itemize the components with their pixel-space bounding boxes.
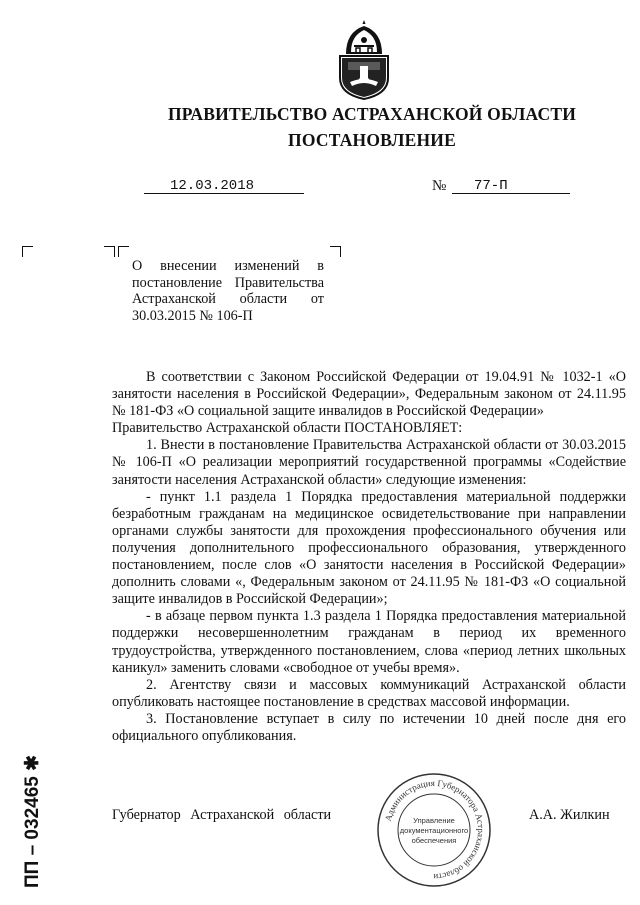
body-paragraph: 1. Внести в постановление Правительства Астраханской области от 30.03.2015 № 106-П «О реализации мероприятий государственной программы «Содействие занятости населения Астраханской области» следующие изменения: [112,437,626,488]
stamp-center-line: обеспечения [411,836,457,845]
stamp-center-line: Управление [413,816,455,825]
body-paragraph: - в абзаце первом пункта 1.3 раздела 1 Порядка предоставления материальной поддержки несовершеннолетним гражданам в период их временного трудоустройства, утвержденного постановлением, слова «период летних школьных каникул» заменить словами «свободное от учебы время». [112,608,626,676]
serial-number-text: ПП – 032465 ✱ [22,754,43,888]
body-paragraph: 3. Постановление вступает в силу по истечении 10 дней после дня его официального опубликования. [112,710,626,744]
organization-title: ПРАВИТЕЛЬСТВО АСТРАХАНСКОЙ ОБЛАСТИ [167,104,577,124]
document-type-title: ПОСТАНОВЛЕНИЕ [288,130,456,150]
stamp-center-line: документационного [399,826,469,835]
corner-mark-subject-left [104,246,115,257]
number-label: № [432,178,447,194]
document-body [112,369,626,745]
document-subject: О внесении изменений в постановление Правительства Астраханской области от 30.03.2015 № 106-П [132,258,324,324]
official-seal-stamp [375,771,493,889]
document-date: 12.03.2018 [144,178,304,194]
corner-mark-subject-right [330,246,341,257]
signatory-position: Губернатор Астраханской области [112,807,332,823]
corner-mark-top-left [22,246,33,257]
body-paragraph: 2. Агентству связи и массовых коммуникаций Астраханской области опубликовать настоящее постановление в средствах массовой информации. [112,676,626,710]
body-paragraph: В соответствии с Законом Российской Федерации от 19.04.91 № 1032-1 «О занятости населения в Российской Федерации», Федеральным законом от 24.11.95 № 181-ФЗ «О социальной защите инвалидов в Российской Федерации» [112,369,626,420]
stamp-ring-text: Администрация Губернатора Астраханской области [382,777,487,883]
coat-of-arms-emblem [334,18,394,100]
document-number: 77-П [452,178,570,194]
signatory-name: А.А. Жилкин [529,807,610,823]
corner-mark-subject-inner [118,246,129,257]
body-paragraph: Правительство Астраханской области ПОСТАНОВЛЯЕТ: [112,420,463,437]
body-paragraph: - пункт 1.1 раздела 1 Порядка предоставления материальной поддержки безработным гражданам на медицинское освидетельствование при направлении органами службы занятости для прохождения профессионального обучения или получения дополнительного профессионального образования, утвержденного постановлением, после слов «О занятости населения в Российской Федерации» дополнить словами «, Федеральным законом от 24.11.95 № 181-ФЗ «О социальной защите инвалидов в Российской Федерации»; [112,488,626,608]
serial-number [8,700,48,890]
